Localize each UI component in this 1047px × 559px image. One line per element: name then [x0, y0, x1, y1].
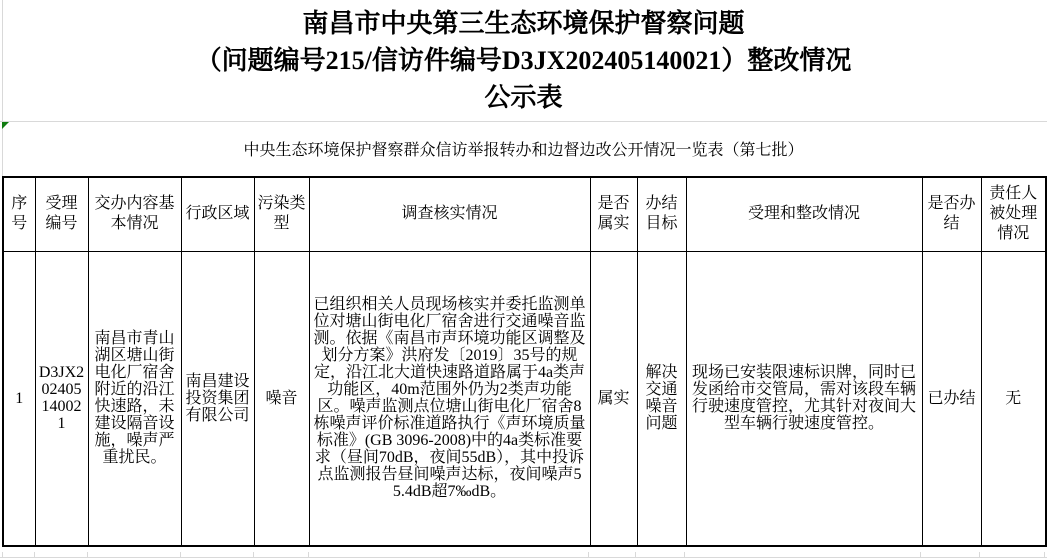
cell-case-id: D3JX202405140021: [35, 251, 88, 546]
cell-pollution-type: 噪音: [254, 251, 309, 546]
col-header-region: 行政区域: [181, 177, 254, 251]
col-header-case-id: 受理编号: [35, 177, 88, 251]
cell-seq: 1: [3, 251, 35, 546]
col-header-content: 交办内容基本情况: [88, 177, 181, 251]
cell-accountability: 无: [981, 251, 1046, 546]
col-header-closed: 是否办结: [922, 177, 981, 251]
cell-content: 南昌市青山湖区塘山街电化厂宿舍附近的沿江快速路，未建设隔音设施，噪声严重扰民。: [88, 251, 181, 546]
col-header-seq: 序号: [3, 177, 35, 251]
col-header-pollution-type: 污染类型: [254, 177, 309, 251]
cell-error-flag-triangle: [2, 122, 9, 129]
col-header-goal: 办结目标: [637, 177, 686, 251]
table-row: [3, 251, 1046, 546]
page-title-line-1: 南昌市中央第三生态环境保护督察问题: [302, 9, 745, 38]
page-title: [0, 0, 1047, 121]
cell-verified: 属实: [590, 251, 637, 546]
page-title-line-2: （问题编号215/信访件编号D3JX202405140021）整改情况: [195, 46, 852, 75]
col-header-rectification: 受理和整改情况: [686, 177, 922, 251]
col-header-verified: 是否属实: [590, 177, 637, 251]
cell-goal: 解决交通噪音问题: [637, 251, 686, 546]
col-header-accountability: 责任人被处理情况: [981, 177, 1046, 251]
table-caption-row: [0, 121, 1047, 175]
excel-gridline-bottom: [0, 557, 1047, 558]
cell-rectification: 现场已安装限速标识牌，同时已发函给市交管局，需对该段车辆行驶速度管控，尤其针对夜间大型车辆行驶速度管控。: [686, 251, 922, 546]
rectification-table: [2, 176, 1047, 547]
col-header-investigation: 调查核实情况: [309, 177, 590, 251]
cell-closed: 已办结: [922, 251, 981, 546]
table-caption: 中央生态环境保护督察群众信访举报转办和边督边改公开情况一览表（第七批）: [243, 141, 804, 159]
cell-investigation: 已组织相关人员现场核实并委托监测单位对塘山街电化厂宿舍进行交通噪音监测。依据《南昌市声环境功能区调整及划分方案》洪府发〔2019〕35号的规定，沿江北大道快速路道路属于4a类声功能区，40m范围外仍为2类声功能区。噪声监测点位塘山街电化厂宿舍8栋噪声评价标准道路执行《声环境质量标准》(GB 3096-2008)中的4a类标准要求（昼间70dB，夜间55dB），其中投诉点监测报告昼间噪声达标，夜间噪声55.4dB超7‰dB。: [309, 251, 590, 546]
header-row: [3, 177, 1046, 251]
cell-region: 南昌建设投资集团有限公司: [181, 251, 254, 546]
page-title-line-3: 公示表: [484, 83, 563, 112]
